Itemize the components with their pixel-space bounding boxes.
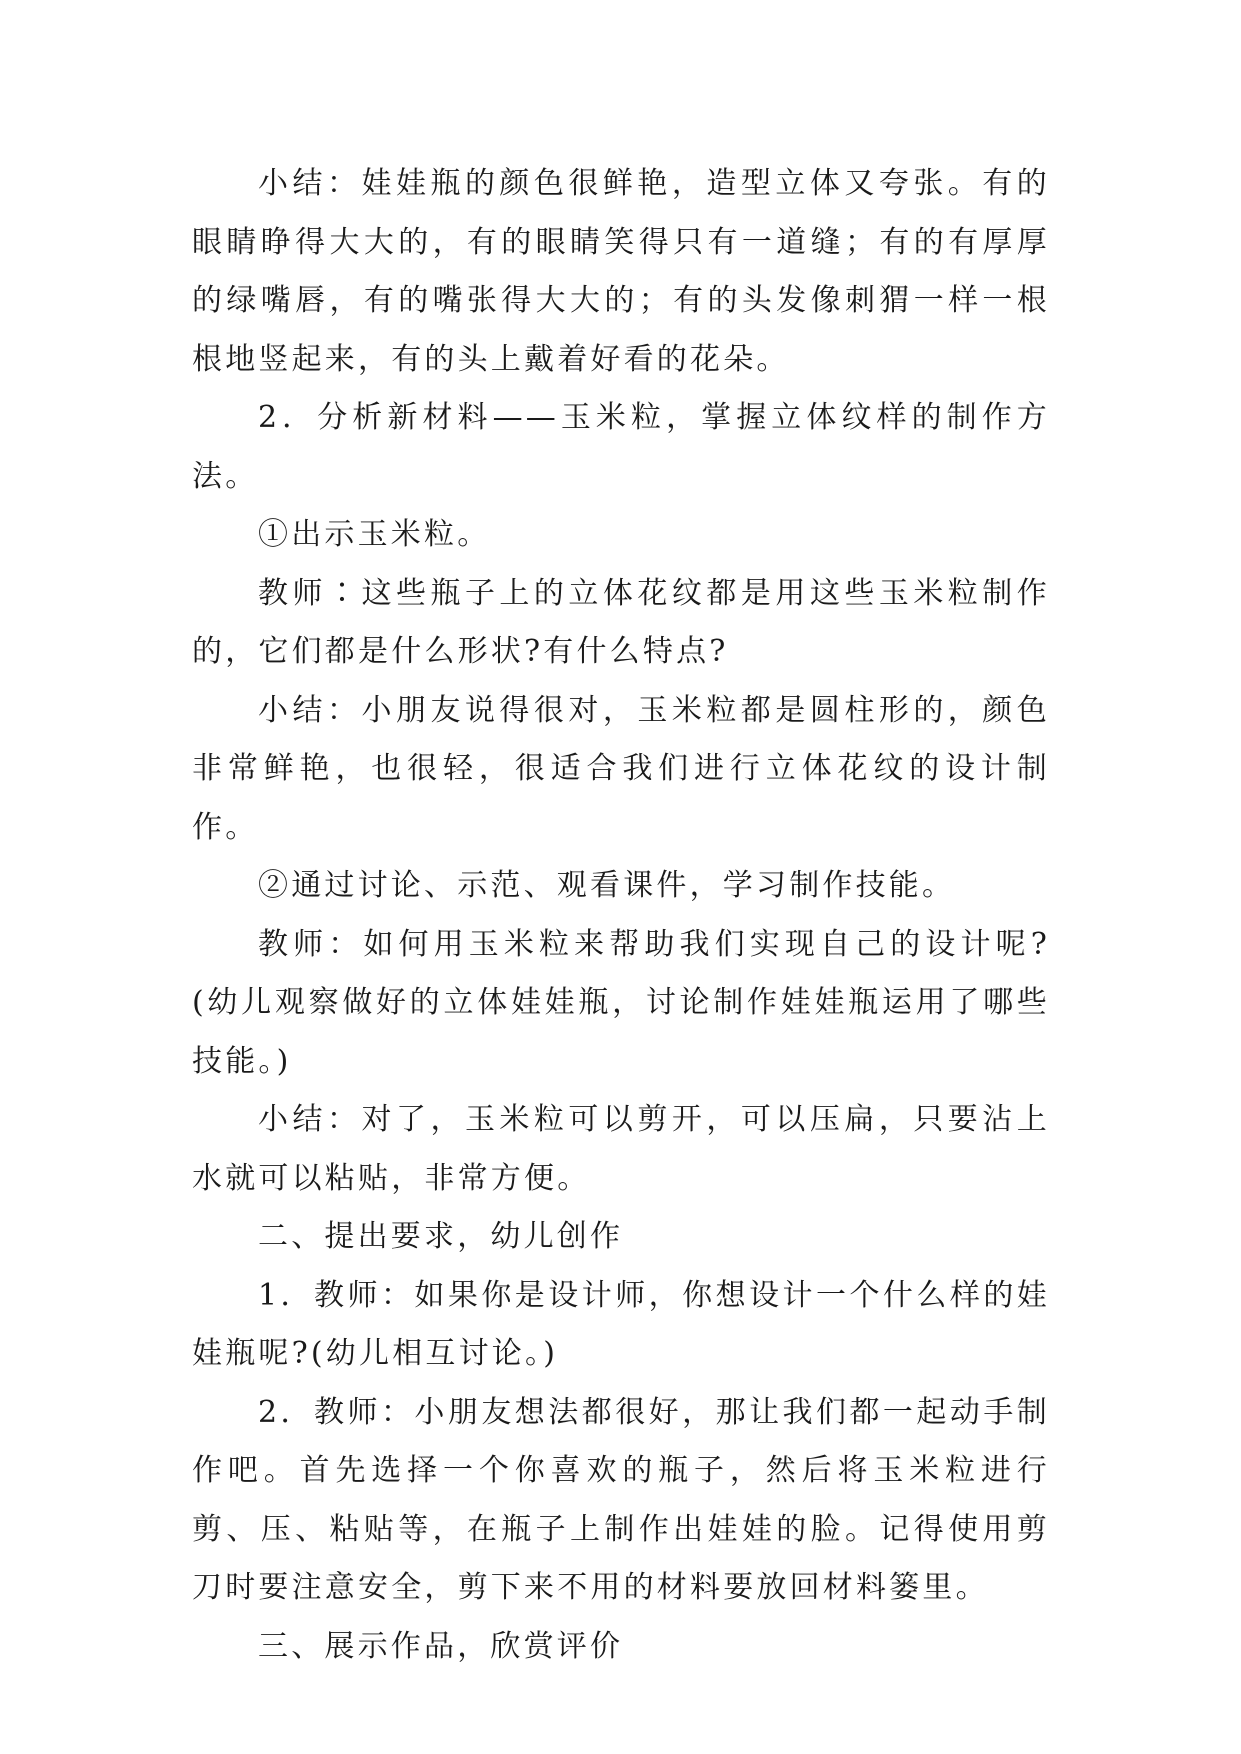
paragraph: 1．教师：如果你是设计师，你想设计一个什么样的娃娃瓶呢?(幼儿相互讨论。): [192, 1277, 1050, 1371]
paragraph: 2．分析新材料——玉米粒，掌握立体纹样的制作方法。: [192, 400, 1050, 494]
paragraph: 小结：对了，玉米粒可以剪开，可以压扁，只要沾上水就可以粘贴，非常方便。: [192, 1102, 1050, 1196]
paragraph: 小结：小朋友说得很对，玉米粒都是圆柱形的，颜色非常鲜艳，也很轻，很适合我们进行立体花纹的设计制作。: [192, 692, 1050, 845]
document-body: [192, 155, 1050, 1676]
paragraph: ①出示玉米粒。: [258, 517, 491, 552]
section-heading: 三、展示作品，欣赏评价: [258, 1628, 624, 1664]
paragraph: 教师：如何用玉米粒来帮助我们实现自己的设计呢?(幼儿观察做好的立体娃娃瓶，讨论制作娃娃瓶运用了哪些技能。): [192, 926, 1050, 1079]
paragraph: 2．教师：小朋友想法都很好，那让我们都一起动手制作吧。首先选择一个你喜欢的瓶子，然后将玉米粒进行剪、压、粘贴等，在瓶子上制作出娃娃的脸。记得使用剪刀时要注意安全，剪下来不用的材料要放回材料篓里。: [192, 1394, 1050, 1605]
paragraph: 小结：娃娃瓶的颜色很鲜艳，造型立体又夸张。有的眼睛睁得大大的，有的眼睛笑得只有一道缝；有的有厚厚的绿嘴唇，有的嘴张得大大的；有的头发像刺猬一样一根根地竖起来，有的头上戴着好看的花朵。: [192, 166, 1050, 377]
paragraph: 教师∶这些瓶子上的立体花纹都是用这些玉米粒制作的，它们都是什么形状?有什么特点?: [192, 575, 1050, 669]
paragraph: ②通过讨论、示范、观看课件，学习制作技能。: [258, 868, 956, 903]
section-heading: 二、提出要求，幼儿创作: [258, 1219, 624, 1254]
